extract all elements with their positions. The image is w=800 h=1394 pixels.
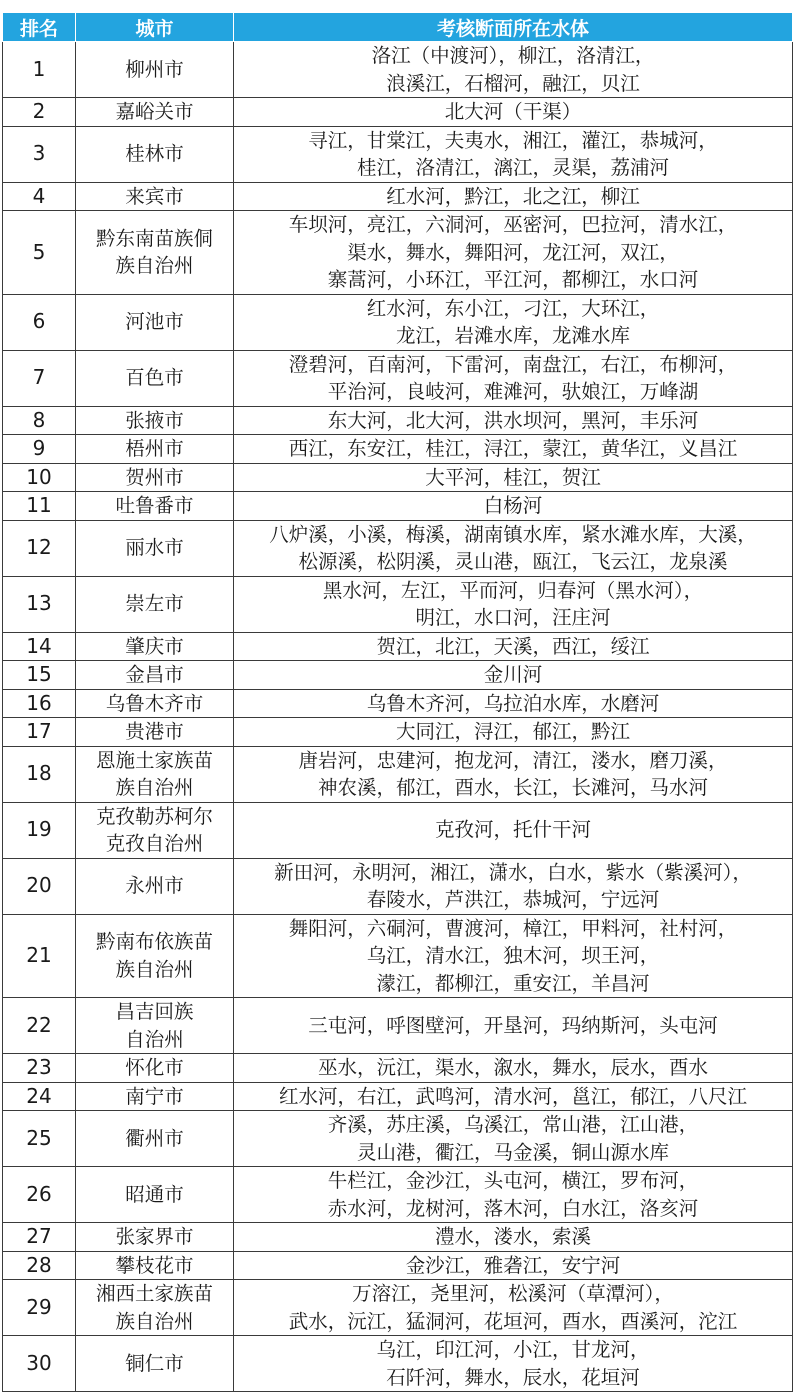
city-cell [76, 858, 234, 914]
rank-cell: 23 [3, 1054, 76, 1083]
water-body-cell [234, 350, 793, 406]
water-body-cell [234, 1167, 793, 1223]
water-body-line: 北大河（干渠） [444, 100, 582, 123]
city-name-line: 湘西土家族苗 [95, 1282, 213, 1305]
city-name-line: 吐鲁番市 [115, 494, 194, 517]
table-row [3, 98, 793, 127]
water-body-line: 车坝河，亮江，六洞河，巫密河，巴拉河，清水江， [288, 213, 738, 236]
city-name-line: 贺州市 [125, 465, 184, 489]
rank-cell: 27 [3, 1223, 76, 1252]
water-body-line: 渠水，舞水，舞阳河，龙江河，双江， [347, 240, 679, 264]
water-body-line: 澄碧河，百南河，下雷河，南盘江，右江，布柳河， [288, 352, 738, 376]
water-body-line: 西江，东安江，桂江，浔江，蒙江，黄华江，义昌江 [288, 437, 738, 460]
water-body-cell [234, 689, 793, 718]
city-cell [76, 435, 234, 464]
water-body-line: 寨蒿河，小环江，平江河，都柳江，水口河 [327, 268, 699, 291]
rank-cell: 3 [3, 126, 76, 182]
water-body-cell [234, 802, 793, 858]
water-body-cell [234, 211, 793, 295]
table-row [3, 1111, 793, 1167]
city-cell [76, 802, 234, 858]
water-body-line: 武水，沅江，猛洞河，花垣河，酉水，酉溪河，沱江 [288, 1309, 738, 1333]
rank-cell: 1 [3, 42, 76, 98]
water-body-cell [234, 182, 793, 211]
water-body-cell [234, 406, 793, 435]
city-name-line: 来宾市 [125, 184, 184, 208]
rank-cell: 6 [3, 294, 76, 350]
city-name-line: 族自治州 [115, 957, 194, 981]
city-name-line: 金昌市 [125, 663, 184, 686]
rank-cell: 28 [3, 1251, 76, 1280]
water-body-cell [234, 1251, 793, 1280]
city-cell [76, 1111, 234, 1167]
water-body-line: 浪溪江，石榴河，融江，贝江 [386, 71, 640, 95]
table-row [3, 661, 793, 690]
water-body-line: 红水河，东小江，刁江，大环江， [366, 296, 660, 320]
water-body-line: 新田河，永明河，湘江，潇水，白水，紫水（紫溪河）， [274, 860, 752, 884]
city-name-line: 克孜自治州 [105, 832, 204, 855]
rank-cell: 25 [3, 1111, 76, 1167]
city-cell [76, 1280, 234, 1336]
table-row [3, 1223, 793, 1252]
table-row [3, 350, 793, 406]
city-name-line: 梧州市 [125, 437, 184, 460]
city-name-line: 昌吉回族 [115, 1000, 194, 1023]
rank-cell: 16 [3, 689, 76, 718]
header-rank: 排名 [3, 13, 76, 42]
water-body-line: 明江，水口河，汪庄河 [415, 606, 611, 629]
water-body-cell [234, 126, 793, 182]
table-row [3, 1167, 793, 1223]
water-body-cell [234, 1280, 793, 1336]
city-cell [76, 126, 234, 182]
water-body-line: 龙江，岩滩水库，龙滩水库 [395, 324, 630, 347]
table-row [3, 689, 793, 718]
water-body-cell [234, 576, 793, 632]
city-cell [76, 406, 234, 435]
city-cell [76, 914, 234, 998]
water-body-line: 洛江（中渡河），柳江，洛清江， [371, 44, 655, 67]
rank-cell: 30 [3, 1336, 76, 1392]
water-body-line: 三屯河，呼图壁河，开垦河，玛纳斯河，头屯河 [308, 1013, 718, 1037]
city-cell [76, 520, 234, 576]
water-body-line: 金沙江，雅砻江，安宁河 [405, 1253, 621, 1277]
water-body-line: 红水河，右江，武鸣河，清水河，邕江，郁江，八尺江 [278, 1084, 747, 1108]
rank-cell: 14 [3, 632, 76, 661]
rank-cell: 7 [3, 350, 76, 406]
water-body-cell [234, 1054, 793, 1083]
water-body-line: 大同江，浔江，郁江，黔江 [395, 720, 630, 743]
water-body-cell [234, 998, 793, 1054]
water-body-line: 克孜河，托什干河 [434, 818, 591, 842]
city-cell [76, 689, 234, 718]
table-row [3, 463, 793, 492]
city-name-line: 攀枝花市 [115, 1253, 194, 1277]
city-name-line: 柳州市 [125, 57, 184, 81]
city-name-line: 族自治州 [115, 776, 194, 799]
city-cell [76, 98, 234, 127]
water-body-line: 赤水河，龙树河，落木河，白水江，洛亥河 [327, 1196, 699, 1220]
water-body-line: 乌江，清水江，独木河，坝王河， [366, 944, 660, 967]
city-name-line: 永州市 [125, 874, 184, 898]
rank-cell: 9 [3, 435, 76, 464]
city-name-line: 族自治州 [115, 1309, 194, 1333]
water-body-cell [234, 492, 793, 521]
table-body [3, 42, 793, 1392]
table-header [3, 13, 793, 42]
header-city: 城市 [76, 13, 234, 42]
city-cell [76, 632, 234, 661]
water-body-line: 贺江，北江，天溪，西江，绥江 [376, 634, 650, 658]
table-row [3, 1082, 793, 1111]
table-row [3, 182, 793, 211]
table-row [3, 520, 793, 576]
city-name-line: 百色市 [125, 366, 184, 390]
rank-cell: 8 [3, 406, 76, 435]
city-cell [76, 1251, 234, 1280]
city-cell [76, 661, 234, 690]
city-name-line: 南宁市 [125, 1084, 184, 1108]
city-name-line: 铜仁市 [125, 1351, 184, 1375]
table-row [3, 294, 793, 350]
rank-cell: 19 [3, 802, 76, 858]
rank-cell: 26 [3, 1167, 76, 1223]
table-row [3, 1280, 793, 1336]
water-body-line: 乌鲁木齐河，乌拉泊水库，水磨河 [366, 691, 660, 715]
city-cell [76, 746, 234, 802]
table-row [3, 1054, 793, 1083]
city-name-line: 张掖市 [125, 408, 184, 432]
water-body-cell [234, 463, 793, 492]
city-cell [76, 1082, 234, 1111]
city-cell [76, 1223, 234, 1252]
water-body-cell [234, 632, 793, 661]
table-row [3, 858, 793, 914]
water-body-line: 石阡河，舞水，辰水，花垣河 [386, 1365, 640, 1389]
city-name-line: 崇左市 [125, 592, 184, 616]
water-body-cell [234, 1223, 793, 1252]
city-name-line: 肇庆市 [125, 634, 184, 658]
city-name-line: 乌鲁木齐市 [105, 691, 204, 715]
table-row [3, 42, 793, 98]
rank-cell: 2 [3, 98, 76, 127]
water-body-cell [234, 746, 793, 802]
water-body-line: 澧水，溇水，索溪 [434, 1225, 591, 1248]
water-body-cell [234, 294, 793, 350]
city-name-line: 昭通市 [125, 1182, 184, 1206]
water-body-line: 白杨河 [483, 494, 543, 517]
header-row [3, 13, 793, 42]
rank-cell: 11 [3, 492, 76, 521]
water-body-cell [234, 914, 793, 998]
city-name-line: 嘉峪关市 [115, 100, 194, 123]
water-body-cell [234, 1111, 793, 1167]
city-cell [76, 42, 234, 98]
city-cell [76, 294, 234, 350]
table-row [3, 802, 793, 858]
city-cell [76, 576, 234, 632]
table-row [3, 211, 793, 295]
water-body-cell [234, 1336, 793, 1392]
water-body-line: 万溶江，尧里河，松溪河（草潭河）， [352, 1282, 674, 1305]
city-name-line: 族自治州 [115, 254, 194, 278]
rank-cell: 13 [3, 576, 76, 632]
rank-cell: 22 [3, 998, 76, 1054]
city-cell [76, 718, 234, 747]
water-body-line: 春陵水，芦洪江，恭城河，宁远河 [366, 888, 660, 911]
table-row [3, 1336, 793, 1392]
water-body-line: 神农溪，郁江，酉水，长江，长滩河，马水河 [317, 776, 708, 799]
rank-cell: 4 [3, 182, 76, 211]
city-cell [76, 211, 234, 295]
water-body-line: 唐岩河，忠建河，抱龙河，清江，溇水，磨刀溪， [298, 748, 728, 772]
city-cell [76, 463, 234, 492]
table-row [3, 998, 793, 1054]
city-cell [76, 1336, 234, 1392]
water-body-cell [234, 661, 793, 690]
city-name-line: 自治州 [125, 1027, 184, 1051]
water-body-cell [234, 435, 793, 464]
water-body-line: 黑水河，左江，平而河，归春河（黑水河）， [322, 578, 704, 602]
water-body-line: 寻江，甘棠江，夫夷水，湘江，灌江，恭城河， [308, 128, 718, 152]
water-body-line: 平治河，良岐河，难滩河，驮娘江，万峰湖 [327, 380, 699, 403]
table-row [3, 492, 793, 521]
water-body-line: 桂江，洛清江，漓江，灵渠，荔浦河 [356, 156, 669, 179]
table-row [3, 746, 793, 802]
city-cell [76, 1167, 234, 1223]
rank-cell: 10 [3, 463, 76, 492]
water-body-line: 金川河 [483, 663, 543, 686]
rank-cell: 20 [3, 858, 76, 914]
ranking-table [2, 12, 793, 1392]
water-body-cell [234, 858, 793, 914]
rank-cell: 18 [3, 746, 76, 802]
table-row [3, 718, 793, 747]
city-name-line: 恩施土家族苗 [95, 748, 213, 772]
city-name-line: 黔南布依族苗 [95, 930, 213, 954]
city-cell [76, 182, 234, 211]
city-name-line: 河池市 [125, 310, 184, 334]
city-cell [76, 998, 234, 1054]
water-body-cell [234, 520, 793, 576]
rank-cell: 21 [3, 914, 76, 998]
city-name-line: 衢州市 [125, 1126, 184, 1150]
city-cell [76, 492, 234, 521]
rank-cell: 24 [3, 1082, 76, 1111]
water-body-cell [234, 42, 793, 98]
water-body-line: 舞阳河，六硐河，曹渡河，樟江，甲料河，社村河， [288, 916, 738, 940]
city-name-line: 克孜勒苏柯尔 [95, 804, 213, 828]
table-row [3, 126, 793, 182]
water-body-line: 松源溪，松阴溪，灵山港，瓯江，飞云江，龙泉溪 [298, 550, 728, 573]
table-row [3, 1251, 793, 1280]
rank-cell: 17 [3, 718, 76, 747]
table-row [3, 632, 793, 661]
city-name-line: 怀化市 [125, 1056, 184, 1079]
water-body-line: 东大河，北大河，洪水坝河，黑河，丰乐河 [327, 408, 699, 432]
rank-cell: 29 [3, 1280, 76, 1336]
water-body-line: 齐溪，苏庄溪，乌溪江，常山港，江山港， [327, 1113, 699, 1136]
rank-cell: 12 [3, 520, 76, 576]
city-cell [76, 1054, 234, 1083]
city-name-line: 桂林市 [125, 142, 184, 166]
table-row [3, 914, 793, 998]
water-body-cell [234, 1082, 793, 1111]
city-name-line: 贵港市 [125, 720, 184, 743]
water-body-line: 八炉溪，小溪，梅溪，湖南镇水库，紧水滩水库，大溪， [269, 522, 757, 546]
water-body-line: 巫水，沅江，渠水，溆水，舞水，辰水，酉水 [317, 1056, 708, 1079]
city-cell [76, 350, 234, 406]
city-name-line: 丽水市 [125, 536, 184, 560]
water-body-cell [234, 98, 793, 127]
water-body-line: 大平河，桂江，贺江 [425, 465, 601, 489]
water-body-line: 灵山港，衢江，马金溪，铜山源水库 [356, 1140, 669, 1164]
city-name-line: 张家界市 [115, 1225, 194, 1248]
table-row [3, 406, 793, 435]
water-body-line: 红水河，黔江，北之江，柳江 [386, 184, 640, 208]
water-body-line: 乌江，印江河，小江，甘龙河， [376, 1338, 650, 1361]
table-row [3, 576, 793, 632]
water-body-line: 牛栏江，金沙江，头屯河，横江，罗布河， [327, 1169, 699, 1192]
header-water-body: 考核断面所在水体 [234, 13, 793, 42]
water-body-cell [234, 718, 793, 747]
water-body-line: 濛江，都柳江，重安江，羊昌河 [376, 971, 650, 995]
rank-cell: 5 [3, 211, 76, 295]
rank-cell: 15 [3, 661, 76, 690]
table-row [3, 435, 793, 464]
city-name-line: 黔东南苗族侗 [95, 226, 213, 250]
